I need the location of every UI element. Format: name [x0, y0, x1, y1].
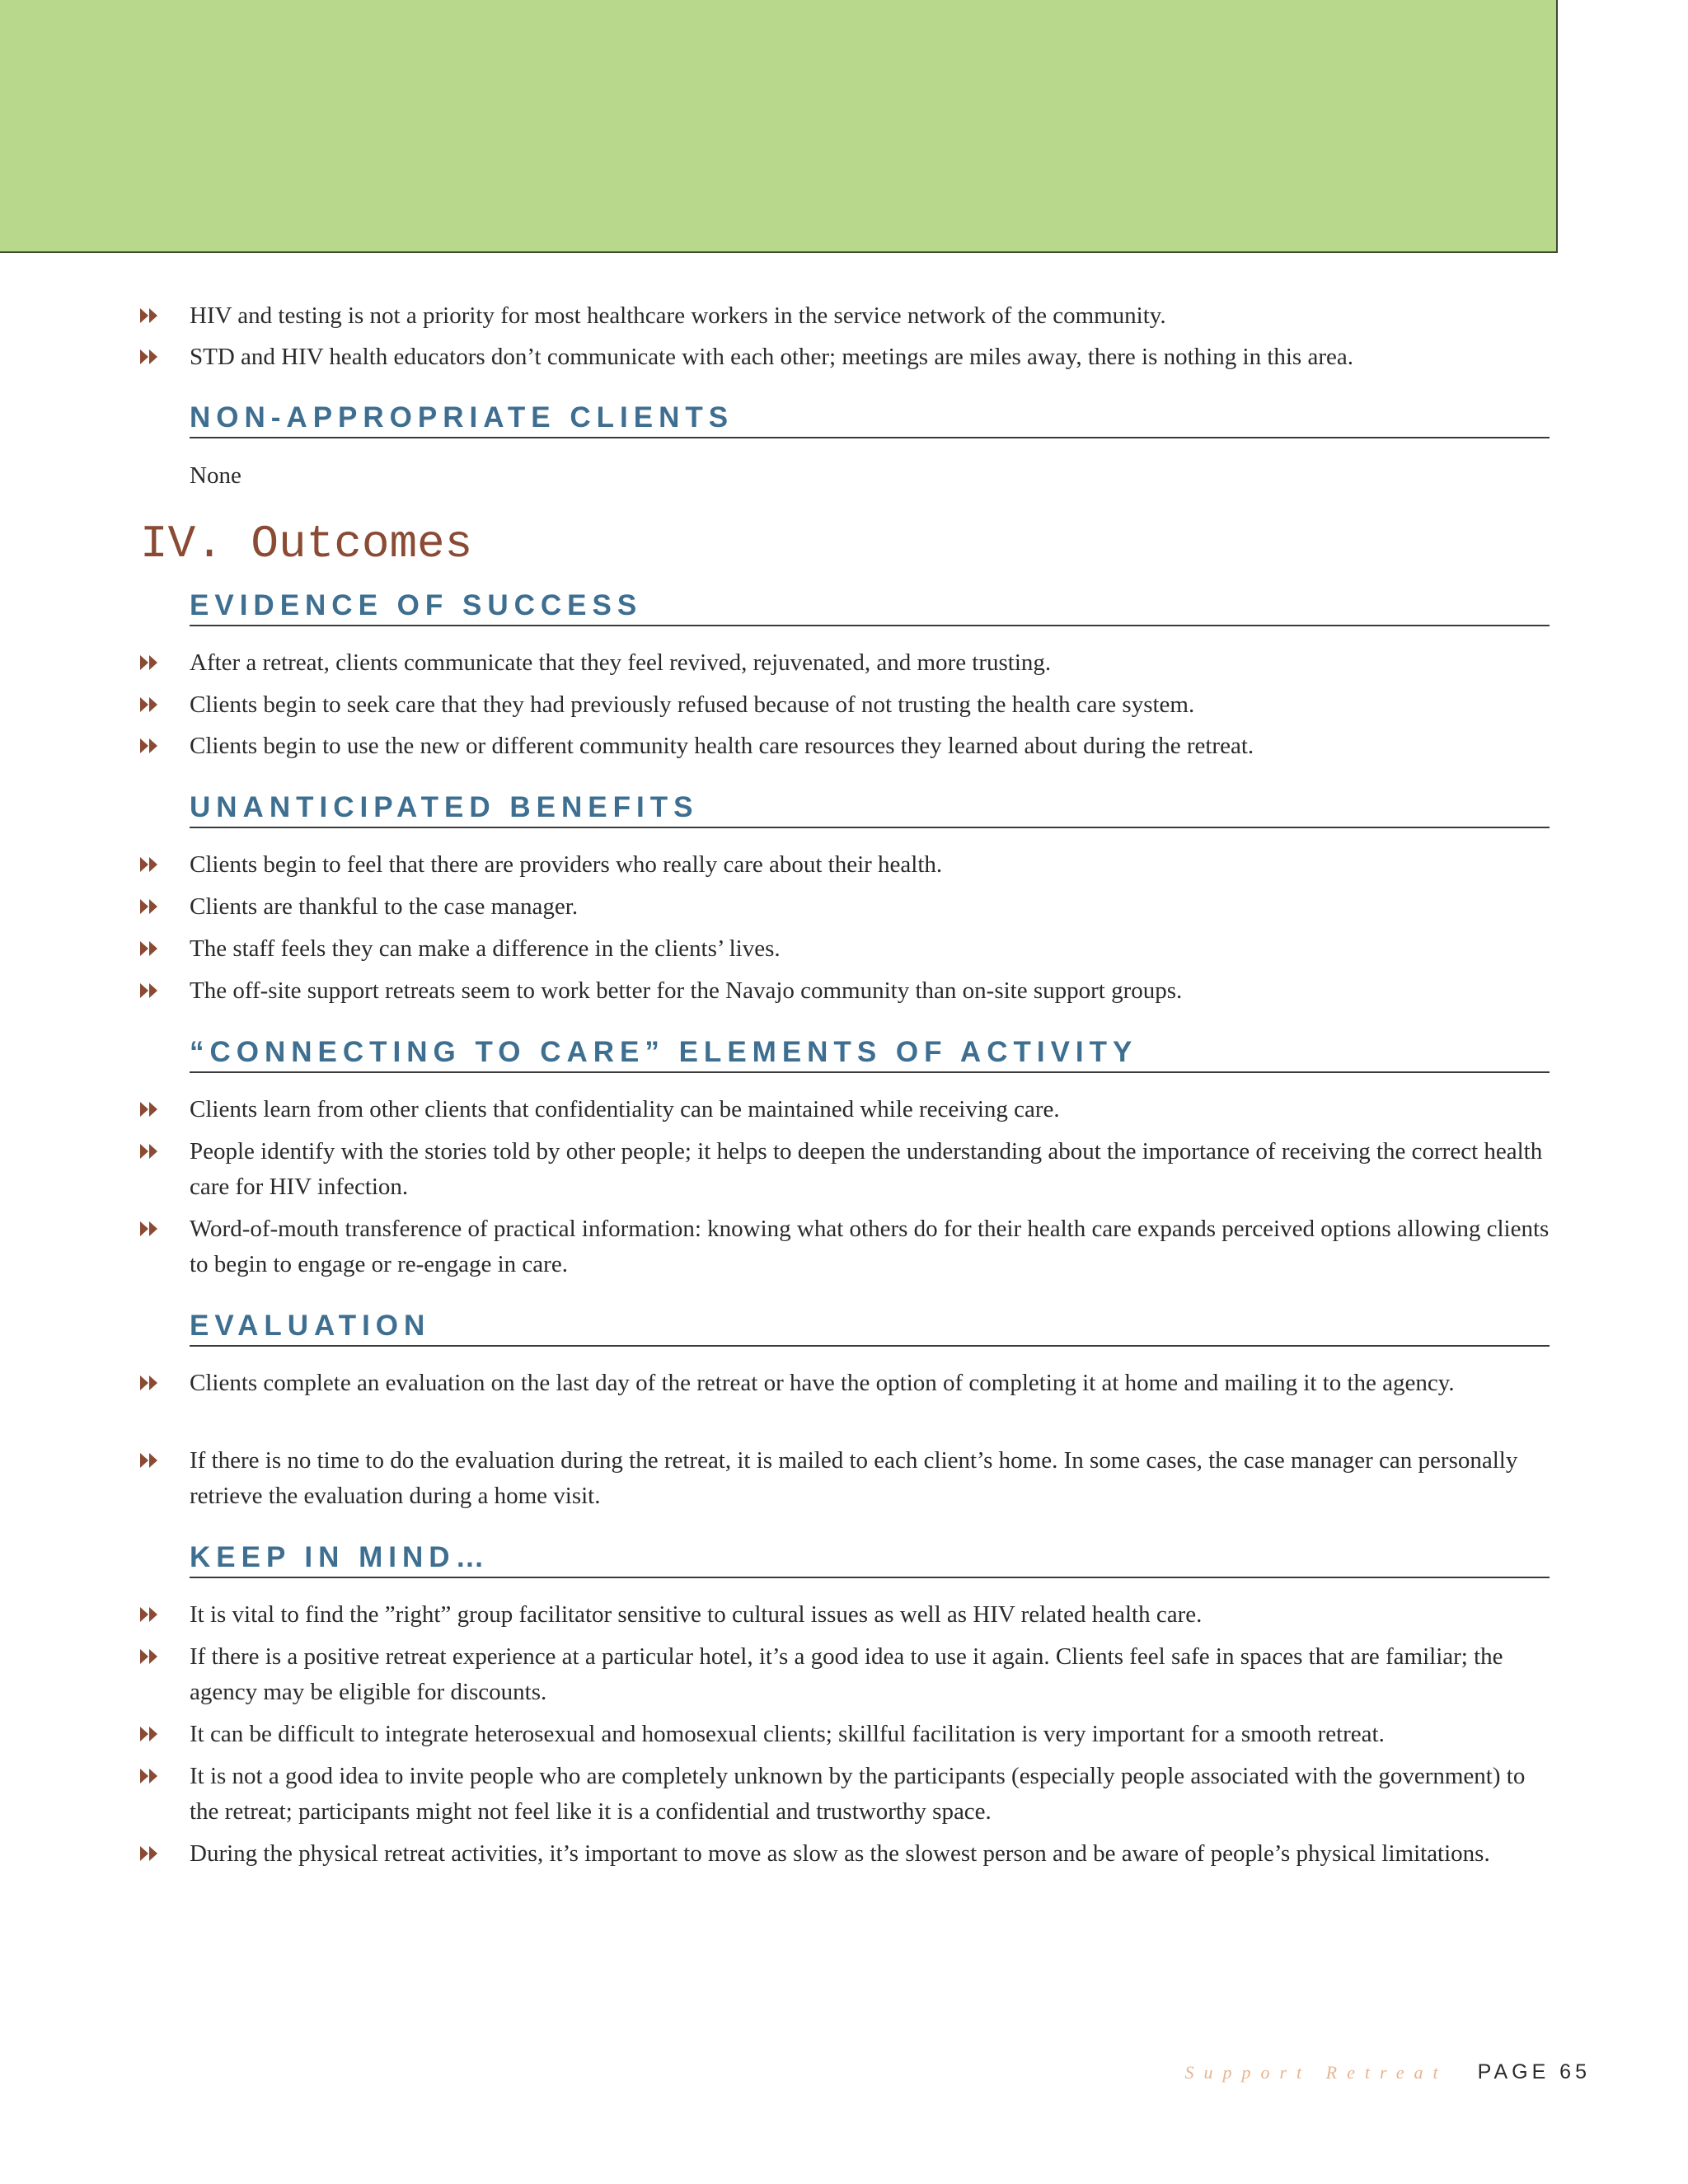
list-item [190, 1366, 1550, 1401]
footer-page-number: PAGE 65 [1477, 2060, 1591, 2083]
bullet-text: Clients begin to use the new or different community health care resources they learned about during the retreat. [190, 733, 1254, 759]
bullet-text: It is vital to find the ”right” group facilitator sensitive to cultural issues as well as HIV related health care. [190, 1601, 1203, 1628]
bullet-text: If there is a positive retreat experience at a particular hotel, it’s a good idea to use it again. Clients feel safe in spaces that are familiar; the agency may be eligible for discounts. [190, 1643, 1503, 1705]
double-chevron-right-icon [140, 1144, 158, 1159]
list-item [190, 1836, 1550, 1872]
list-item [190, 1639, 1550, 1710]
bullet-text: If there is no time to do the evaluation during the retreat, it is mailed to each client’s home. In some cases, the case manager can personally retrieve the evaluation during a home visit. [190, 1447, 1518, 1509]
bullet-text: Clients begin to seek care that they had previously refused because of not trusting the health care system. [190, 691, 1195, 718]
list-item [190, 729, 1550, 764]
list-item [190, 847, 1550, 883]
double-chevron-right-icon [140, 738, 158, 753]
list-item [190, 340, 1550, 375]
list-item [190, 931, 1550, 967]
footer-document-name: Support Retreat [1184, 2062, 1448, 2083]
section-title: IV. Outcomes [140, 518, 473, 570]
bullet-text: After a retreat, clients communicate that they feel revived, rejuvenated, and more trusting. [190, 649, 1052, 676]
double-chevron-right-icon [140, 1221, 158, 1236]
list-item [190, 1717, 1550, 1752]
double-chevron-right-icon [140, 349, 158, 364]
list-item [190, 1092, 1550, 1127]
list-item [190, 687, 1550, 723]
double-chevron-right-icon [140, 1769, 158, 1783]
section-heading-evaluation: EVALUATION [190, 1309, 1550, 1347]
double-chevron-right-icon [140, 1846, 158, 1861]
list-item [190, 1212, 1550, 1282]
double-chevron-right-icon [140, 1376, 158, 1390]
page-footer [1185, 2060, 1592, 2084]
list-item [190, 973, 1550, 1009]
top-banner [0, 0, 1558, 253]
section-heading-keep-in-mind: KEEP IN MIND… [190, 1540, 1550, 1578]
bullet-text: It is not a good idea to invite people who are completely unknown by the participants (especially people associated with the government) to the retreat; participants might not feel like it is a confidential and trustworthy space. [190, 1763, 1526, 1825]
list-item [190, 1597, 1550, 1633]
list-item [190, 1443, 1550, 1514]
bullet-text: Clients complete an evaluation on the last day of the retreat or have the option of completing it at home and mailing it to the agency. [190, 1370, 1455, 1396]
bullet-text: During the physical retreat activities, it’s important to move as slow as the slowest person and be aware of people’s physical limitations. [190, 1840, 1490, 1867]
bullet-text: Clients learn from other clients that confidentiality can be maintained while receiving care. [190, 1096, 1060, 1122]
double-chevron-right-icon [140, 1453, 158, 1468]
bullet-text: It can be difficult to integrate heterosexual and homosexual clients; skillful facilitation is very important for a smooth retreat. [190, 1721, 1385, 1747]
double-chevron-right-icon [140, 941, 158, 956]
bullet-text: HIV and testing is not a priority for most healthcare workers in the service network of the community. [190, 302, 1166, 329]
section-heading-connecting-to-care: “CONNECTING TO CARE” ELEMENTS OF ACTIVITY [190, 1035, 1550, 1073]
double-chevron-right-icon [140, 308, 158, 323]
double-chevron-right-icon [140, 857, 158, 872]
section-heading-unanticipated-benefits: UNANTICIPATED BENEFITS [190, 790, 1550, 828]
list-item [190, 298, 1550, 334]
non-appropriate-clients-text: None [190, 462, 241, 489]
list-item [190, 1134, 1550, 1205]
double-chevron-right-icon [140, 1607, 158, 1622]
bullet-text: The staff feels they can make a difference in the clients’ lives. [190, 935, 781, 962]
double-chevron-right-icon [140, 899, 158, 914]
bullet-text: Clients begin to feel that there are providers who really care about their health. [190, 851, 943, 878]
section-heading-non-appropriate-clients: NON-APPROPRIATE CLIENTS [190, 401, 1550, 438]
bullet-text: Word-of-mouth transference of practical information: knowing what others do for their health care expands perceived options allowing clients to begin to engage or re-engage in care. [190, 1216, 1550, 1277]
double-chevron-right-icon [140, 1727, 158, 1741]
double-chevron-right-icon [140, 1102, 158, 1117]
bullet-text: STD and HIV health educators don’t communicate with each other; meetings are miles away, there is nothing in this area. [190, 344, 1353, 370]
section-heading-evidence-of-success: EVIDENCE OF SUCCESS [190, 588, 1550, 626]
double-chevron-right-icon [140, 983, 158, 998]
double-chevron-right-icon [140, 655, 158, 670]
bullet-text: Clients are thankful to the case manager. [190, 893, 579, 920]
bullet-text: People identify with the stories told by other people; it helps to deepen the understanding about the importance of receiving the correct health care for HIV infection. [190, 1138, 1543, 1200]
double-chevron-right-icon [140, 1649, 158, 1664]
list-item [190, 645, 1550, 681]
list-item [190, 1759, 1550, 1830]
double-chevron-right-icon [140, 697, 158, 712]
bullet-text: The off-site support retreats seem to work better for the Navajo community than on-site support groups. [190, 977, 1183, 1004]
list-item [190, 889, 1550, 925]
